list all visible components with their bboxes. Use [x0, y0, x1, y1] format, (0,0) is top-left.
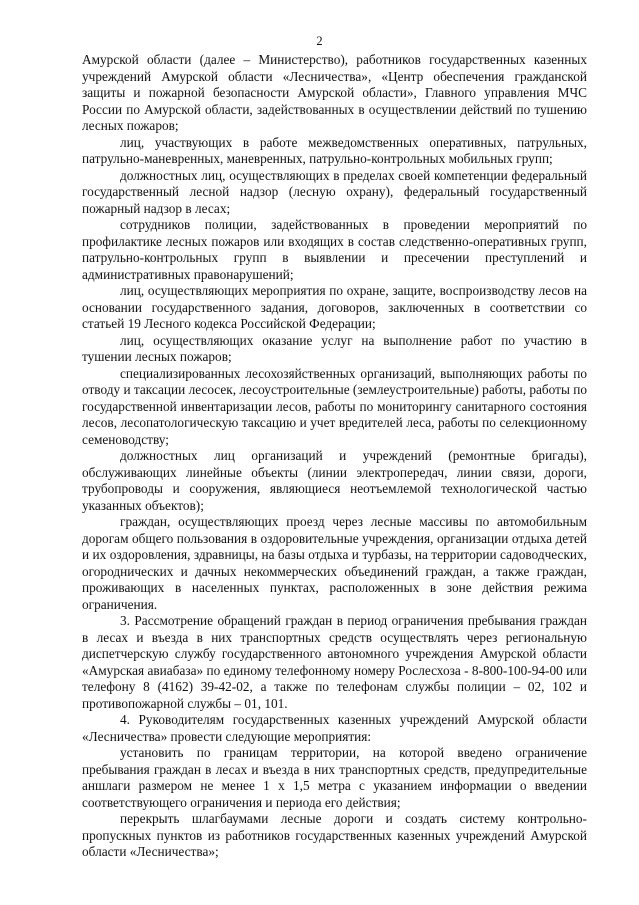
paragraph-list-item: специализированных лесохозяйственных организаций, выполняющих работы по отводу и таксации лесосек, лесоустроительные (землеустроительные) работы, работы по государственной инвентаризации лесов, работы по мониторингу санитарного состояния лесов, лесопатологическую таксацию и учет вредителей леса, работы по селекционному семеноводству; — [82, 365, 587, 447]
paragraph-list-item: перекрыть шлагбаумами лесные дороги и создать систему контрольно-пропускных пунктов из работников государственных казенных учреждений Амурской области «Лесничества»; — [82, 811, 587, 859]
paragraph-list-item: должностных лиц, осуществляющих в пределах своей компетенции федеральный государственный лесной надзор (лесную охрану), федеральный государственный пожарный надзор в лесах; — [82, 167, 587, 216]
paragraph-clause-3: 3. Рассмотрение обращений граждан в период ограничения пребывания граждан в лесах и въезда в них транспортных средств осуществлять через региональную диспетчерскую службу государственного автономного учреждения Амурской области «Амурская авиабаза» по единому телефонному номеру Рослесхоза - 8-800-100-94-00 или телефону 8 (4162) 39-42-02, а также по телефонам службы полиции – 02, 102 и противопожарной службы – 01, 101. — [82, 613, 587, 711]
paragraph-list-item: лиц, осуществляющих оказание услуг на выполнение работ по участию в тушении лесных пожаров; — [82, 332, 587, 364]
document-body — [82, 52, 587, 861]
paragraph-list-item: должностных лиц организаций и учреждений (ремонтные бригады), обслуживающих линейные объекты (линии электропередач, линии связи, дороги, трубопроводы и сооружения, являющиеся неотъемлемой технологической частью указанных объектов); — [82, 448, 587, 513]
paragraph-continuation: Амурской области (далее – Министерство), работников государственных казенных учреждений Амурской области «Лесничества», «Центр обеспечения гражданской защиты и пожарной безопасности Амурской области», Главного управления МЧС России по Амурской области, задействованных в осуществлении действий по тушению лесных пожаров; — [82, 52, 587, 133]
paragraph-clause-4: 4. Руководителям государственных казенных учреждений Амурской области «Лесничества» провести следующие мероприятия: — [82, 712, 587, 744]
paragraph-list-item: установить по границам территории, на которой введено ограничение пребывания граждан в лесах и въезда в них транспортных средств, предупредительные аншлаги размером не менее 1 х 1,5 метра с указанием информации о введении соответствующего ограничения и периода его действия; — [82, 745, 587, 810]
page-number: 2 — [316, 34, 323, 48]
paragraph-list-item: лиц, участвующих в работе межведомственных оперативных, патрульных, патрульно-маневренных, маневренных, патрульно-контрольных мобильных групп; — [82, 134, 587, 166]
paragraph-list-item: граждан, осуществляющих проезд через лесные массивы по автомобильным дорогам общего пользования в оздоровительные учреждения, организации отдыха детей и их оздоровления, здравницы, на базы отдыха и турбазы, на территории садоводческих, огороднических и дачных некоммерческих объединений граждан, а также граждан, проживающих в населенных пунктах, расположенных в зоне действия режима ограничения. — [82, 514, 587, 612]
paragraph-list-item: сотрудников полиции, задействованных в проведении мероприятий по профилактике лесных пожаров или входящих в состав следственно-оперативных групп, патрульно-контрольных групп в выявлении и пресечении преступлений и административных правонарушений; — [82, 217, 587, 282]
paragraph-list-item: лиц, осуществляющих мероприятия по охране, защите, воспроизводству лесов на основании государственного задания, договоров, заключенных в соответствии со статьей 19 Лесного кодекса Российской Федерации; — [82, 283, 587, 331]
